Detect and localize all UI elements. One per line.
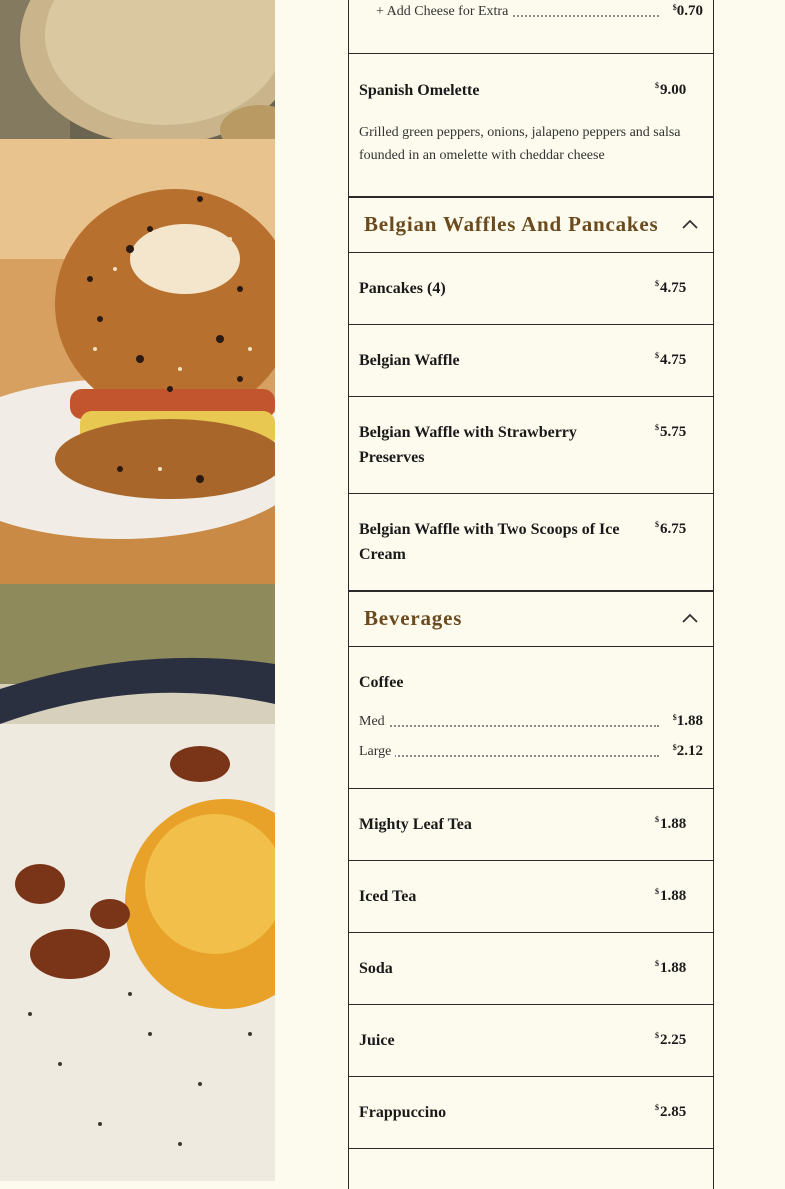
menu-item-frappuccino	[349, 1077, 713, 1149]
menu-item-waffle-strawberry	[349, 397, 713, 494]
menu-item-juice	[349, 1005, 713, 1077]
extra-price: $0.70	[669, 3, 703, 20]
coffee-option-med	[359, 714, 703, 734]
menu-item-coffee	[349, 647, 713, 789]
item-name: Soda	[359, 960, 393, 977]
item-price: $5.75	[655, 423, 687, 440]
menu-item-partial	[349, 1149, 713, 1189]
menu-item-soda	[349, 933, 713, 1005]
item-name: Coffee	[359, 674, 404, 691]
item-name: Belgian Waffle with Strawberry Preserves	[359, 424, 577, 466]
fried-egg-photo	[0, 584, 275, 1181]
section-header-belgian-waffles[interactable]	[348, 197, 714, 253]
menu-item-waffle-ice-cream	[349, 494, 713, 591]
option-price: $2.12	[669, 743, 703, 760]
menu-list	[348, 0, 714, 1189]
dot-leader	[359, 755, 659, 757]
bread-photo	[0, 0, 275, 139]
food-photo-column	[0, 0, 275, 1181]
item-price: $1.88	[655, 959, 687, 976]
menu-item-iced-tea	[349, 861, 713, 933]
item-price: $4.75	[655, 351, 687, 368]
item-price: $9.00	[655, 81, 687, 98]
item-name: Frappuccino	[359, 1104, 447, 1121]
coffee-option-large	[359, 744, 703, 764]
item-price: $6.75	[655, 520, 687, 537]
item-name: Spanish Omelette	[359, 82, 480, 99]
section-title: Beverages	[364, 606, 463, 630]
extra-label: + Add Cheese for Extra	[376, 4, 512, 20]
item-name: Belgian Waffle	[359, 352, 460, 369]
menu-item-spanish-omelette	[349, 54, 713, 197]
item-price: $1.88	[655, 887, 687, 904]
item-name: Belgian Waffle with Two Scoops of Ice Cream	[359, 521, 620, 563]
item-name: Iced Tea	[359, 888, 417, 905]
chevron-up-icon[interactable]	[681, 218, 699, 230]
item-name: Juice	[359, 1032, 395, 1049]
item-name: Mighty Leaf Tea	[359, 816, 472, 833]
item-price: $4.75	[655, 279, 687, 296]
menu-item-mighty-leaf-tea	[349, 789, 713, 861]
extra-option-row	[376, 4, 703, 24]
section-title: Belgian Waffles And Pancakes	[364, 212, 659, 236]
option-price: $1.88	[669, 713, 703, 730]
item-name: Pancakes (4)	[359, 280, 446, 297]
dot-leader	[359, 725, 659, 727]
item-description: Grilled green peppers, onions, jalapeno peppers and salsa founded in an omelette with cheddar cheese	[359, 125, 681, 163]
option-label: Med	[359, 714, 389, 730]
item-price: $1.88	[655, 815, 687, 832]
section-header-beverages[interactable]	[348, 591, 714, 647]
item-price: $2.25	[655, 1031, 687, 1048]
menu-item-pancakes	[349, 253, 713, 325]
chevron-up-icon[interactable]	[681, 612, 699, 624]
bagel-sandwich-photo	[0, 139, 275, 584]
item-price: $2.85	[655, 1103, 687, 1120]
menu-item-belgian-waffle	[349, 325, 713, 397]
option-label: Large	[359, 744, 395, 760]
add-cheese-extra	[349, 0, 713, 54]
